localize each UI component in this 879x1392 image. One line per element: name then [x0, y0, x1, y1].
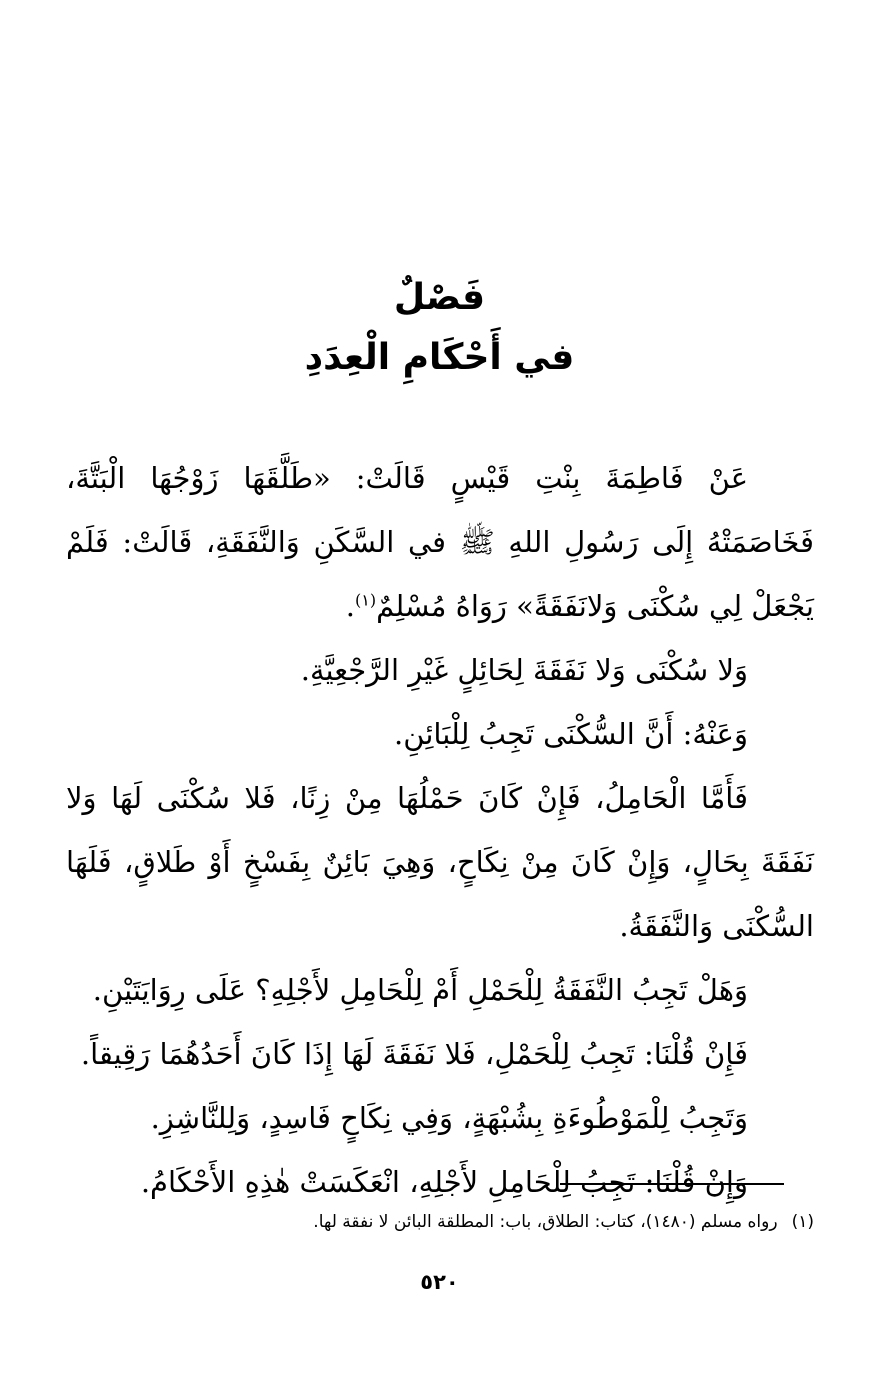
- paragraph: وَلا سُكْنَى وَلا نَفَقَةَ لِحَائِلٍ غَيْرِ الرَّجْعِيَّةِ.: [300, 653, 748, 687]
- paragraph: فَأَمَّا الْحَامِلُ، فَإِنْ كَانَ حَمْلُهَا مِنْ زِنًا، فَلا سُكْنَى لَهَا وَلا نَفَقَةَ بِحَالٍ، وَإِنْ كَانَ مِنْ نِكَاحٍ، وَهِيَ بَائِنٌ بِفَسْخٍ أَوْ طَلاقٍ، فَلَهَا السُّكْنَى وَالنَّفَقَةُ.: [66, 781, 814, 943]
- footnote-reference: (١): [355, 590, 377, 610]
- footnote: [66, 1207, 814, 1237]
- paragraph: وَتَجِبُ لِلْمَوْطُوءَةِ بِشُبْهَةٍ، وَفِي نِكَاحٍ فَاسِدٍ، وَلِلنَّاشِزِ.: [150, 1101, 748, 1135]
- paragraph-hadith: [66, 446, 814, 638]
- paragraph: وَإِنْ قُلْنَا: تَجِبُ لِلْحَامِلِ لأَجْلِهِ، انْعَكَسَتْ هٰذِهِ الأَحْكَامُ.: [140, 1165, 748, 1199]
- footnote-text: رواه مسلم (١٤٨٠)، كتاب: الطلاق، باب: المطلقة البائن لا نفقة لها.: [313, 1212, 778, 1232]
- paragraph: فَإِنْ قُلْنَا: تَجِبُ لِلْحَمْلِ، فَلا نَفَقَةَ لَهَا إِذَا كَانَ أَحَدُهُمَا رَقِيقاً.: [80, 1037, 748, 1071]
- paragraph-end: .: [345, 589, 356, 623]
- main-text: [66, 446, 814, 1214]
- paragraph: وَعَنْهُ: أَنَّ السُّكْنَى تَجِبُ لِلْبَائِنِ.: [394, 717, 748, 751]
- footnote-separator: [560, 1183, 784, 1185]
- chapter-title: في أَحْكَامِ الْعِدَدِ: [304, 337, 575, 378]
- footnote-number: (١): [791, 1212, 814, 1232]
- chapter-heading: فَصْلٌ: [393, 277, 486, 318]
- paragraph-text: عَنْ فَاطِمَةَ بِنْتِ قَيْسٍ قَالَتْ: «طَلَّقَهَا زَوْجُهَا الْبَتَّةَ، فَخَاصَمَتْهُ إِلَى رَسُولِ اللهِ ﷺ في السَّكَنِ وَالنَّفَقَةِ، قَالَتْ: فَلَمْ يَجْعَلْ لِي سُكْنَى وَلانَفَقَةً» رَوَاهُ مُسْلِمٌ: [66, 461, 814, 623]
- paragraph: وَهَلْ تَجِبُ النَّفَقَةُ لِلْحَمْلِ أَمْ لِلْحَامِلِ لأَجْلِهِ؟ عَلَى رِوَايَتَيْنِ.: [92, 973, 748, 1007]
- heading-block: [0, 268, 879, 388]
- page-number: ٥٢٠: [420, 1270, 459, 1294]
